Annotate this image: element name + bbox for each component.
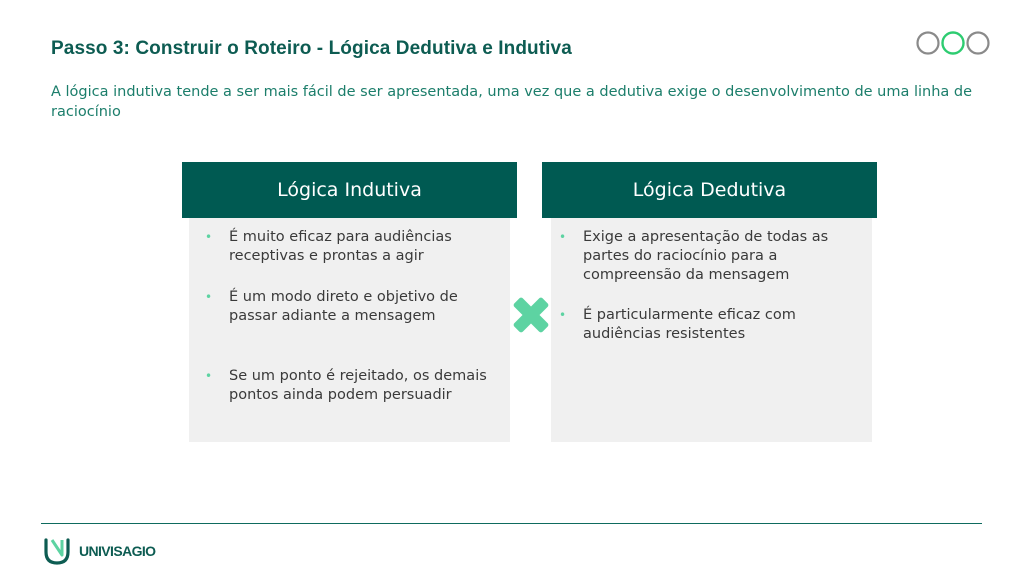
bullet-dot-icon: • bbox=[205, 290, 213, 304]
univisagio-logo-icon bbox=[43, 536, 71, 566]
bullet-text: Exige a apresentação de todas as partes do raciocínio para a compreensão da mensagem bbox=[583, 229, 829, 283]
list-item bbox=[205, 367, 495, 405]
footer-divider bbox=[41, 523, 982, 524]
bullet-text: É muito eficaz para audiências receptivas e prontas a agir bbox=[229, 229, 452, 264]
footer-logo bbox=[43, 536, 155, 566]
list-item bbox=[205, 228, 495, 266]
three-circles-icon bbox=[915, 30, 991, 56]
list-item bbox=[205, 288, 495, 326]
bullet-dot-icon: • bbox=[205, 369, 213, 383]
logo-text: UNIVISAGIO bbox=[79, 543, 156, 559]
cross-icon bbox=[510, 294, 552, 336]
bullet-dot-icon: • bbox=[205, 230, 213, 244]
inductive-card-heading: Lógica Indutiva bbox=[182, 162, 517, 218]
deductive-bullet-list bbox=[559, 228, 854, 344]
slide-title: Passo 3: Construir o Roteiro - Lógica Dedutiva e Indutiva bbox=[51, 38, 572, 59]
bullet-dot-icon: • bbox=[559, 308, 567, 322]
deductive-card-heading: Lógica Dedutiva bbox=[542, 162, 877, 218]
inductive-bullet-list bbox=[205, 228, 495, 405]
bullet-text: Se um ponto é rejeitado, os demais pontos ainda podem persuadir bbox=[229, 368, 487, 403]
bullet-dot-icon: • bbox=[559, 230, 567, 244]
bullet-text: É um modo direto e objetivo de passar adiante a mensagem bbox=[229, 289, 458, 324]
list-item bbox=[559, 228, 854, 285]
bullet-text: É particularmente eficaz com audiências resistentes bbox=[583, 307, 796, 342]
list-item bbox=[559, 306, 854, 344]
slide-subtitle: A lógica indutiva tende a ser mais fácil de ser apresentada, uma vez que a dedutiva exige o desenvolvimento de uma linha de raciocínio bbox=[51, 84, 973, 120]
